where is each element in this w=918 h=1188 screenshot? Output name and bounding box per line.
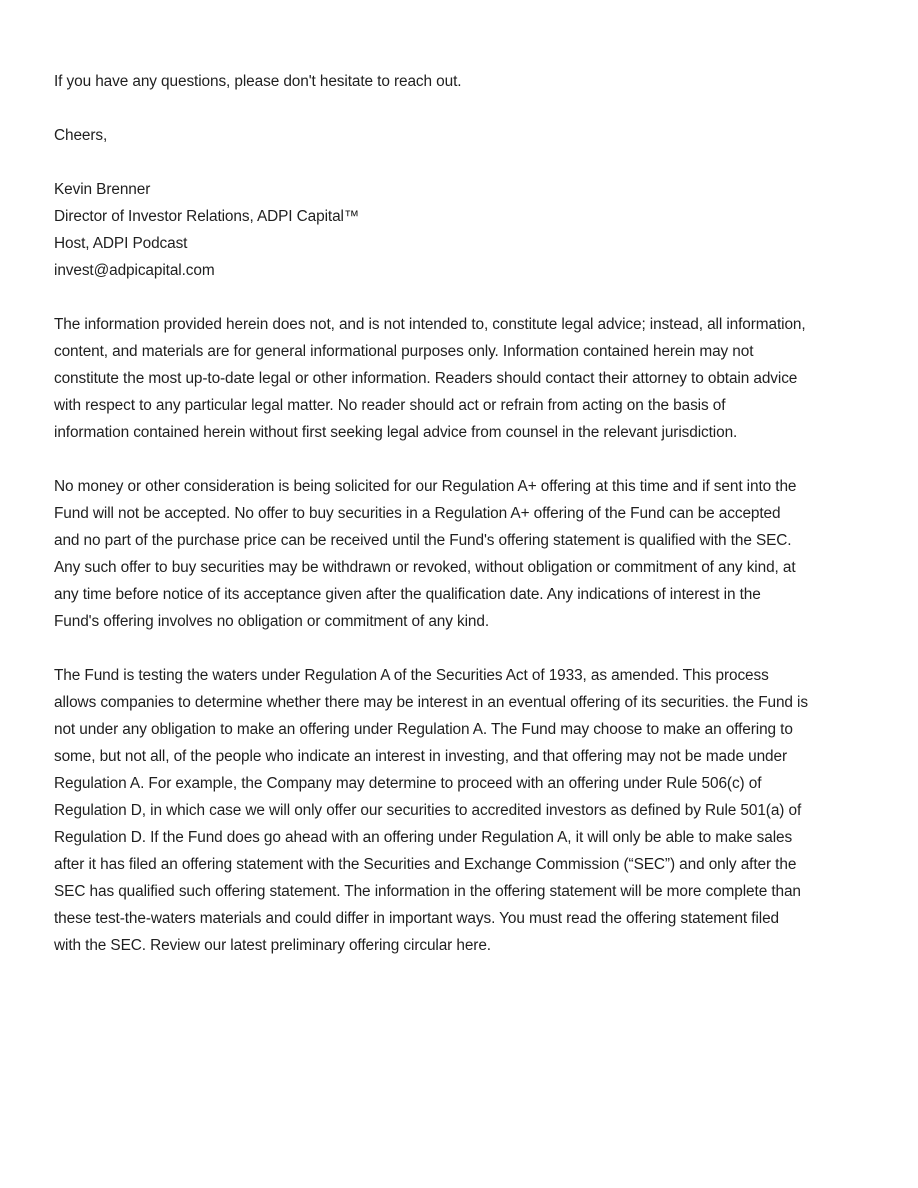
paragraph-line: constitute the most up-to-date legal or other information. Readers should contact their attorney to obtain advice: [54, 370, 798, 387]
paragraph-line: The information provided herein does not, and is not intended to, constitute legal advice; instead, all information,: [54, 316, 806, 333]
paragraph-line: Regulation A. For example, the Company may determine to proceed with an offering under Rule 506(c) of: [54, 775, 762, 792]
paragraph-line: The Fund is testing the waters under Regulation A of the Securities Act of 1933, as amended. This process: [54, 667, 769, 684]
paragraph-line: with respect to any particular legal matter. No reader should act or refrain from acting on the basis of: [54, 397, 726, 414]
paragraph-line: Regulation D. If the Fund does go ahead with an offering under Regulation A, it will only be able to make sales: [54, 829, 793, 846]
spacer: [54, 284, 874, 311]
email-body: [54, 68, 874, 959]
paragraph-line: Any such offer to buy securities may be withdrawn or revoked, without obligation or commitment of any kind, at: [54, 559, 796, 576]
signature-name: Kevin Brenner: [54, 181, 151, 198]
spacer: [54, 635, 874, 662]
legal-disclaimer-paragraph: [54, 311, 874, 446]
paragraph-line: and no part of the purchase price can be received until the Fund's offering statement is qualified with the SEC.: [54, 532, 792, 549]
paragraph-line: Fund's offering involves no obligation or commitment of any kind.: [54, 613, 490, 630]
paragraph-line: some, but not all, of the people who indicate an interest in investing, and that offering may not be made under: [54, 748, 787, 765]
paragraph-line: these test-the-waters materials and could differ in important ways. You must read the offering statement filed: [54, 910, 780, 927]
paragraph-line: not under any obligation to make an offering under Regulation A. The Fund may choose to make an offering to: [54, 721, 793, 738]
paragraph-line: content, and materials are for general informational purposes only. Information contained herein may not: [54, 343, 754, 360]
signature-block: [54, 176, 874, 284]
paragraph-line: information contained herein without first seeking legal advice from counsel in the relevant jurisdiction.: [54, 424, 738, 441]
spacer: [54, 95, 874, 122]
signature-title: Director of Investor Relations, ADPI Capital™: [54, 208, 360, 225]
paragraph-line: allows companies to determine whether there may be interest in an eventual offering of its securities. the Fund is: [54, 694, 808, 711]
paragraph-line: with the SEC. Review our latest preliminary offering circular here.: [54, 937, 491, 954]
signoff: Cheers,: [54, 127, 108, 144]
testing-the-waters-paragraph: [54, 662, 874, 959]
signature-email-link[interactable]: invest@adpicapital.com: [54, 262, 215, 279]
spacer: [54, 446, 874, 473]
paragraph-line: any time before notice of its acceptance given after the qualification date. Any indications of interest in the: [54, 586, 761, 603]
regulation-offering-paragraph: [54, 473, 874, 635]
paragraph-line: Regulation D, in which case we will only offer our securities to accredited investors as defined by Rule 501(a) of: [54, 802, 802, 819]
paragraph-line: No money or other consideration is being solicited for our Regulation A+ offering at this time and if sent into the: [54, 478, 797, 495]
closing-question: If you have any questions, please don't hesitate to reach out.: [54, 73, 462, 90]
paragraph-line: after it has filed an offering statement with the Securities and Exchange Commission (“SEC”) and only after the: [54, 856, 797, 873]
signature-podcast: Host, ADPI Podcast: [54, 235, 188, 252]
paragraph-line: SEC has qualified such offering statement. The information in the offering statement will be more complete than: [54, 883, 801, 900]
paragraph-line: Fund will not be accepted. No offer to buy securities in a Regulation A+ offering of the Fund can be accepted: [54, 505, 781, 522]
spacer: [54, 149, 874, 176]
